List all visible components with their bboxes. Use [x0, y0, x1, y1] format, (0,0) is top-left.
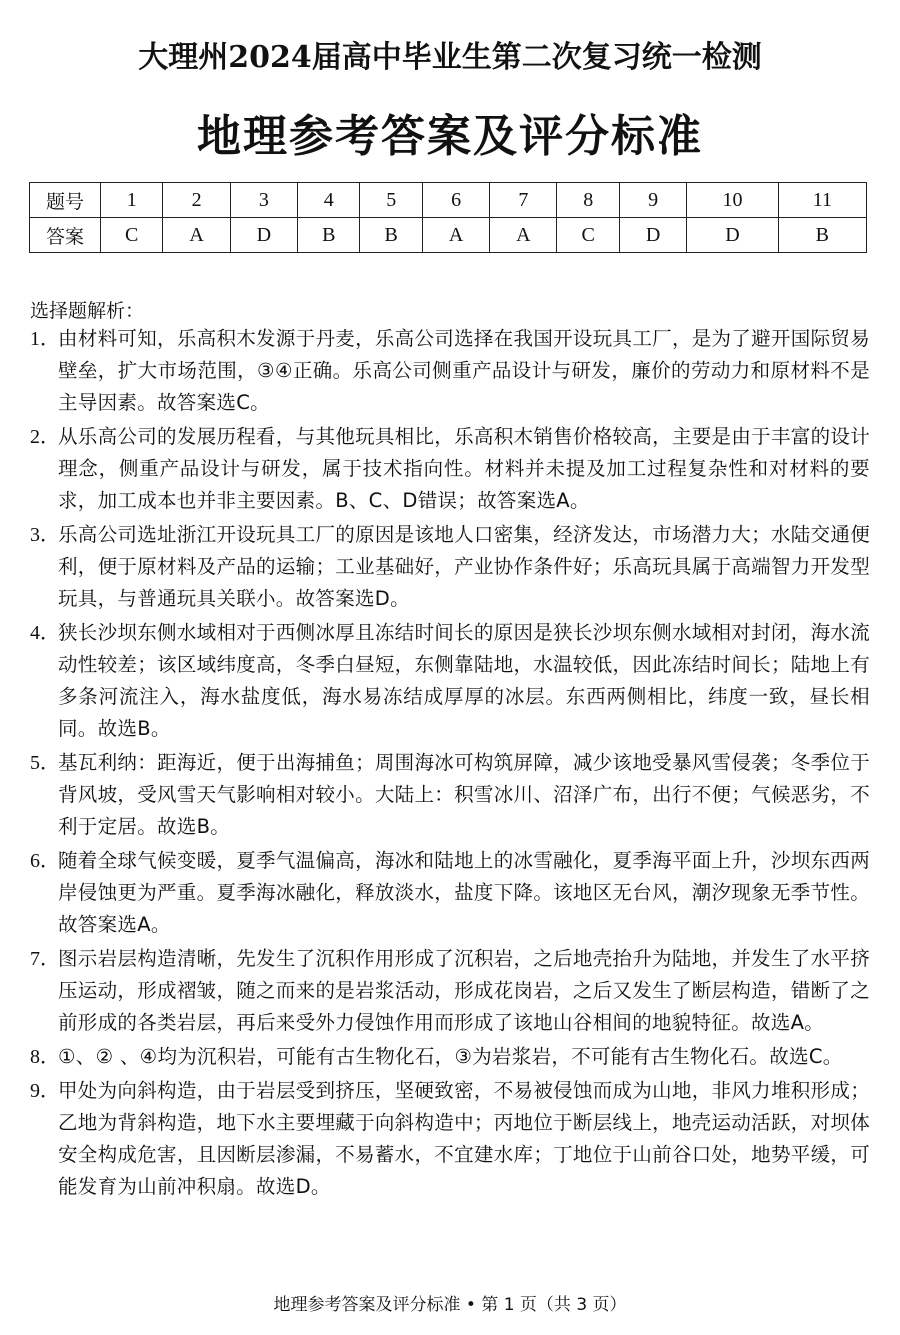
analysis-heading: 选择题解析： — [30, 300, 145, 322]
analysis-item — [30, 617, 870, 745]
question-number: 9 — [619, 183, 686, 218]
item-text: 狭长沙坝东侧水域相对于西侧冰厚且冻结时间长的原因是狭长沙坝东侧水域相对封闭，海水流动性较差；该区域纬度高，冬季白昼短，东侧靠陆地，水温较低，因此冻结时间长；陆地上有多条河流注入，海水盐度低，海水易冻结成厚厚的冰层。东西两侧相比，纬度一致，昼长相同。故选B。 — [58, 621, 870, 740]
item-number: 7． — [30, 948, 60, 970]
answer-cell: D — [619, 218, 686, 253]
item-text: 甲处为向斜构造，由于岩层受到挤压，坚硬致密，不易被侵蚀而成为山地，非风力堆积形成；乙地为背斜构造，地下水主要埋藏于向斜构造中；丙地位于断层线上，地壳运动活跃，对坝体安全构成危害，且因断层渗漏，不易蓄水，不宜建水库；丁地位于山前谷口处，地势平缓，可能发育为山前冲积扇。故选D。 — [58, 1079, 870, 1198]
question-number: 2 — [163, 183, 230, 218]
page-footer: 地理参考答案及评分标准 • 第 1 页（共 3 页） — [273, 1295, 627, 1315]
item-number: 6． — [30, 850, 60, 872]
question-number: 10 — [687, 183, 778, 218]
question-number: 11 — [778, 183, 866, 218]
item-text: 随着全球气候变暖，夏季气温偏高，海冰和陆地上的冰雪融化，夏季海平面上升，沙坝东西两岸侵蚀更为严重。夏季海冰融化，释放淡水，盐度下降。该地区无台风，潮汐现象无季节性。故答案选A。 — [58, 849, 870, 936]
item-number: 5． — [30, 752, 60, 774]
question-number: 3 — [230, 183, 297, 218]
analysis-item — [30, 845, 870, 941]
analysis-item — [30, 747, 870, 843]
answer-cell: A — [422, 218, 489, 253]
question-number-row — [30, 183, 867, 218]
answer-cell: C — [557, 218, 619, 253]
question-number: 4 — [298, 183, 360, 218]
answer-cell: A — [163, 218, 230, 253]
analysis-item — [30, 421, 870, 517]
item-text: 基瓦利纳：距海近，便于出海捕鱼；周围海冰可构筑屏障，减少该地受暴风雪侵袭；冬季位于背风坡，受风雪天气影响相对较小。大陆上：积雪冰川、沼泽广布，出行不便；气候恶劣，不利于定居。故选B。 — [58, 751, 870, 838]
item-number: 9． — [30, 1080, 60, 1102]
item-text: ①、② 、④均为沉积岩，可能有古生物化石，③为岩浆岩，不可能有古生物化石。故选C。 — [58, 1045, 843, 1068]
document-title: 地理参考答案及评分标准 — [197, 111, 703, 162]
item-number: 3． — [30, 524, 60, 546]
answer-cell: B — [298, 218, 360, 253]
analysis-item — [30, 323, 870, 419]
answer-cell: B — [360, 218, 422, 253]
item-text: 从乐高公司的发展历程看，与其他玩具相比，乐高积木销售价格较高，主要是由于丰富的设计理念，侧重产品设计与研发，属于技术指向性。材料并未提及加工过程复杂性和对材料的要求，加工成本也并非主要因素。B、C、D错误；故答案选A。 — [58, 425, 870, 512]
question-number: 8 — [557, 183, 619, 218]
answer-table — [29, 182, 867, 253]
question-number: 5 — [360, 183, 422, 218]
answer-row — [30, 218, 867, 253]
item-number: 4． — [30, 622, 60, 644]
item-text: 图示岩层构造清晰，先发生了沉积作用形成了沉积岩，之后地壳抬升为陆地，并发生了水平挤压运动，形成褶皱，随之而来的是岩浆活动，形成花岗岩，之后又发生了断层构造，错断了之前形成的各类岩层，再后来受外力侵蚀作用而形成了该地山谷相间的地貌特征。故选A。 — [58, 947, 870, 1034]
question-number: 1 — [101, 183, 163, 218]
analysis-list — [30, 323, 870, 1205]
item-text: 乐高公司选址浙江开设玩具工厂的原因是该地人口密集，经济发达，市场潜力大；水陆交通便利，便于原材料及产品的运输；工业基础好，产业协作条件好；乐高玩具属于高端智力开发型玩具，与普通玩具关联小。故答案选D。 — [58, 523, 870, 610]
exam-title: 大理州2024届高中毕业生第二次复习统一检测 — [138, 40, 762, 75]
row-label-answer: 答案 — [30, 218, 101, 253]
analysis-item — [30, 943, 870, 1039]
item-number: 8． — [30, 1046, 60, 1068]
item-text: 由材料可知，乐高积木发源于丹麦，乐高公司选择在我国开设玩具工厂，是为了避开国际贸易壁垒，扩大市场范围，③④正确。乐高公司侧重产品设计与研发，廉价的劳动力和原材料不是主导因素。故答案选C。 — [58, 327, 870, 414]
row-label-question: 题号 — [30, 183, 101, 218]
analysis-item — [30, 1075, 870, 1203]
item-number: 1． — [30, 328, 60, 350]
answer-cell: B — [778, 218, 866, 253]
question-number: 6 — [422, 183, 489, 218]
answer-cell: D — [230, 218, 297, 253]
question-number: 7 — [490, 183, 557, 218]
answer-cell: A — [490, 218, 557, 253]
item-number: 2． — [30, 426, 60, 448]
answer-cell: D — [687, 218, 778, 253]
analysis-item — [30, 519, 870, 615]
answer-cell: C — [101, 218, 163, 253]
analysis-item — [30, 1041, 870, 1073]
